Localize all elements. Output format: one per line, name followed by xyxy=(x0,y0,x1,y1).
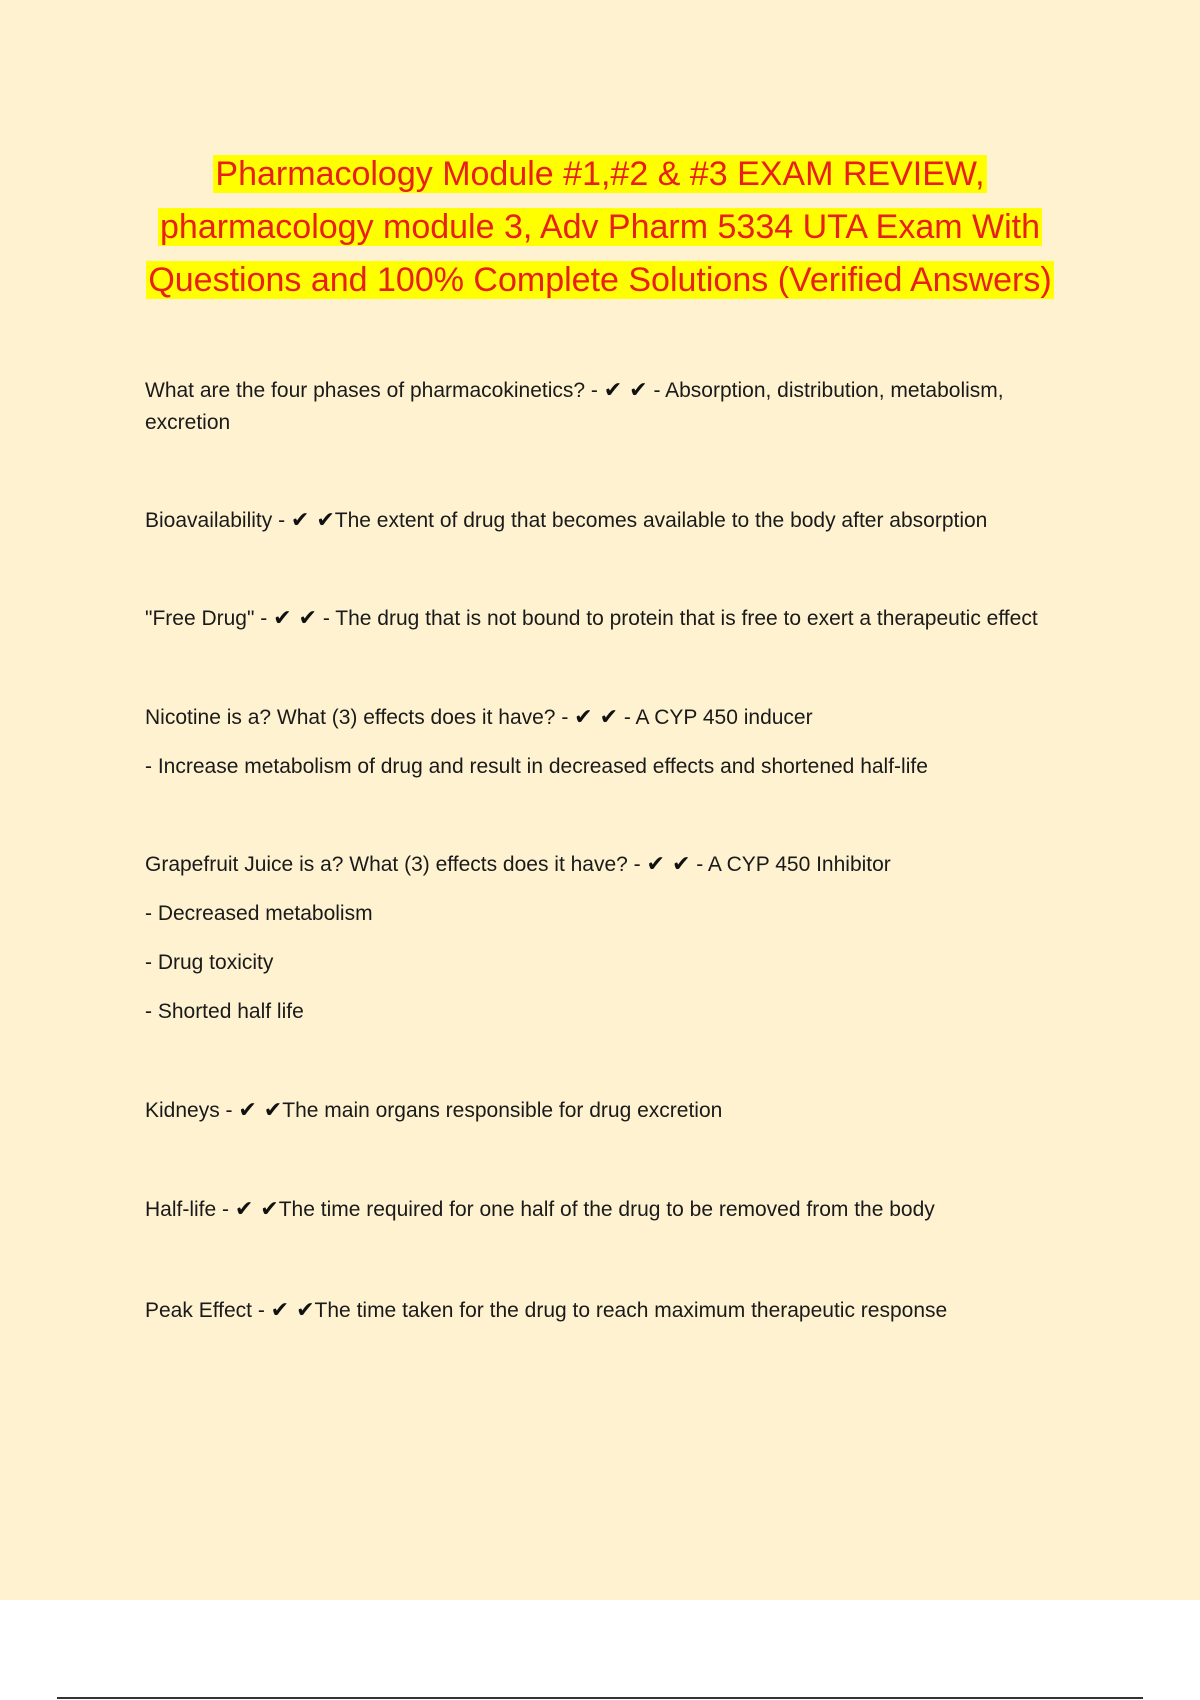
qa-list xyxy=(145,375,1085,1327)
qa-item xyxy=(145,603,1085,635)
double-check-icon: ✔ ✔ xyxy=(270,1298,315,1323)
qa-item xyxy=(145,1295,1085,1327)
answer-text: - A CYP 450 Inhibitor xyxy=(690,853,891,876)
question-text: "Free Drug" - xyxy=(145,607,274,630)
qa-item xyxy=(145,702,1085,734)
answer-detail-line: - Decreased metabolism xyxy=(145,902,373,925)
double-check-icon: ✔ ✔ xyxy=(603,378,648,403)
answer-text: - Absorption, distribution, metabolism, excretion xyxy=(145,379,1004,434)
question-text: Kidneys - xyxy=(145,1099,239,1122)
double-check-icon: ✔ ✔ xyxy=(290,508,335,533)
answer-text: The main organs responsible for drug excretion xyxy=(282,1099,723,1122)
double-check-icon: ✔ ✔ xyxy=(273,606,317,631)
answer-text: The extent of drug that becomes available to the body after absorption xyxy=(334,509,988,532)
qa-item xyxy=(145,1095,1085,1127)
answer-text: The time taken for the drug to reach maximum therapeutic response xyxy=(314,1299,948,1322)
answer-detail-line: - Shorted half life xyxy=(145,1000,304,1023)
answer-text: The time required for one half of the drug to be removed from the body xyxy=(278,1198,935,1221)
answer-text: - A CYP 450 inducer xyxy=(618,706,813,729)
question-text: What are the four phases of pharmacokinetics? - xyxy=(145,379,604,402)
qa-item xyxy=(145,849,1085,881)
answer-text: - The drug that is not bound to protein that is free to exert a therapeutic effect xyxy=(316,607,1038,630)
question-text: Bioavailability - xyxy=(145,509,291,532)
question-text: Peak Effect - xyxy=(145,1299,271,1322)
double-check-icon: ✔ ✔ xyxy=(574,705,619,730)
double-check-icon: ✔ ✔ xyxy=(234,1197,279,1222)
question-text: Half-life - xyxy=(145,1198,235,1221)
answer-detail-line: - Drug toxicity xyxy=(145,951,274,974)
question-text: Nicotine is a? What (3) effects does it have? - xyxy=(145,706,575,729)
double-check-icon: ✔ ✔ xyxy=(646,852,691,877)
question-text: Grapefruit Juice is a? What (3) effects does it have? - xyxy=(145,853,647,876)
qa-item xyxy=(145,505,1085,537)
footer-divider xyxy=(57,1697,1143,1699)
qa-item xyxy=(145,1194,1085,1226)
title-highlight: Pharmacology Module #1,#2 & #3 EXAM REVIEW, pharmacology module 3, Adv Pharm 5334 UTA Exam With Questions and 100% Complete Solutions (Verified Answers) xyxy=(148,155,1052,299)
answer-detail-line: - Increase metabolism of drug and result in decreased effects and shortened half-life xyxy=(145,755,928,778)
qa-item xyxy=(145,375,1085,439)
double-check-icon: ✔ ✔ xyxy=(238,1098,283,1123)
document-title xyxy=(120,148,1080,307)
